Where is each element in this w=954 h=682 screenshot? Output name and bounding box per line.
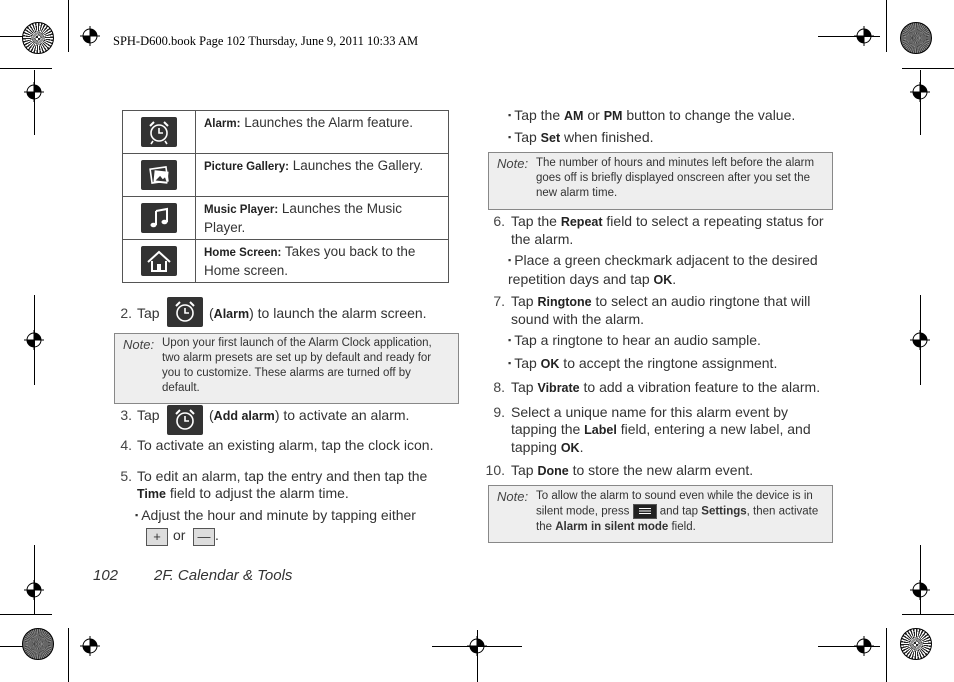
step-number: 8. xyxy=(493,379,505,395)
step-text: To edit an alarm, tap the entry and then tap the Time field to adjust the alarm time. xyxy=(137,468,428,501)
music-note-icon xyxy=(141,203,177,233)
note-box xyxy=(488,485,833,543)
table-label: Music Player: xyxy=(204,204,279,216)
step-number: 2. xyxy=(120,305,132,321)
crop-mark xyxy=(68,0,69,52)
registration-target-icon xyxy=(854,636,874,656)
registration-target-icon xyxy=(854,26,874,46)
section-title: 2F. Calendar & Tools xyxy=(154,567,293,584)
color-rosette-icon xyxy=(22,628,54,660)
table-description: Launches the Gallery. xyxy=(292,158,424,173)
step-text: (Add alarm) to activate an alarm. xyxy=(209,407,410,423)
table-description: Takes you back to the Home screen. xyxy=(204,244,416,278)
step-number: 9. xyxy=(493,404,505,420)
registration-target-icon xyxy=(80,26,100,46)
step-text: To activate an existing alarm, tap the clock icon. xyxy=(137,437,434,453)
note-text: To allow the alarm to sound even while the device is in silent mode, press and tap Settings, then activate the Alarm in silent mode field. xyxy=(536,490,819,533)
bullet-item: ▪ Adjust the hour and minute by tapping either xyxy=(135,507,455,526)
table-row xyxy=(123,240,449,283)
crop-mark xyxy=(34,295,35,385)
note-text: The number of hours and minutes left before the alarm goes off is briefly displayed onscreen after you set the new alarm time. xyxy=(536,157,815,199)
alarm-clock-icon xyxy=(167,405,203,435)
home-icon xyxy=(141,246,177,276)
crop-mark xyxy=(920,545,921,615)
bullet-item: ▪ Tap OK to accept the ringtone assignment. xyxy=(508,355,777,374)
step-number: 7. xyxy=(493,293,505,309)
crop-mark xyxy=(886,0,887,52)
crop-mark xyxy=(920,70,921,135)
alarm-clock-icon xyxy=(141,117,177,147)
page-number: 102 xyxy=(93,567,119,584)
step-text: Tap Vibrate to add a vibration feature to the alarm. xyxy=(511,379,821,395)
step-number: 10. xyxy=(485,462,505,478)
alarm-clock-icon xyxy=(167,297,203,327)
step-text: Tap Done to store the new alarm event. xyxy=(511,462,754,478)
step-text: Tap Ringtone to select an audio ringtone that will sound with the alarm. xyxy=(511,293,811,327)
bullet-item: ▪ Tap the AM or PM button to change the value. xyxy=(508,107,795,126)
note-box xyxy=(114,333,459,404)
registration-target-icon xyxy=(80,636,100,656)
step-text: Select a unique name for this alarm event by tapping the Label field, entering a new label, and tapping OK. xyxy=(511,404,811,455)
step-text: (Alarm) to launch the alarm screen. xyxy=(209,305,427,321)
step-text: Tap the Repeat field to select a repeating status for the alarm. xyxy=(511,213,824,247)
step-text: Tap xyxy=(137,305,160,321)
step-number: 5. xyxy=(120,468,132,484)
crop-mark xyxy=(477,630,478,682)
note-label: Note: xyxy=(497,156,529,171)
plus-key: + xyxy=(146,528,168,546)
color-rosette-icon xyxy=(900,22,932,54)
crop-mark xyxy=(902,614,954,615)
table-label: Home Screen: xyxy=(204,247,282,259)
minus-key: — xyxy=(193,528,215,546)
color-rosette-icon xyxy=(22,22,54,54)
step-number: 3. xyxy=(120,407,132,423)
bullet-text: or xyxy=(173,527,186,543)
table-description: Launches the Music Player. xyxy=(204,201,402,235)
note-box xyxy=(488,152,833,210)
note-label: Note: xyxy=(497,489,529,504)
menu-key-icon xyxy=(633,504,657,519)
color-rosette-icon xyxy=(900,628,932,660)
crop-mark xyxy=(0,614,52,615)
crop-mark xyxy=(0,68,52,69)
table-row xyxy=(123,111,449,154)
note-label: Note: xyxy=(123,337,155,352)
picture-gallery-icon xyxy=(141,160,177,190)
crop-mark xyxy=(34,70,35,135)
crop-mark xyxy=(886,628,887,682)
table-description: Launches the Alarm feature. xyxy=(244,115,414,130)
print-slug: SPH-D600.book Page 102 Thursday, June 9, 2011 10:33 AM xyxy=(113,34,419,48)
bullet-item: ▪ Tap Set when finished. xyxy=(508,129,654,148)
crop-mark xyxy=(34,545,35,615)
crop-mark xyxy=(68,628,69,682)
step-number: 6. xyxy=(493,213,505,229)
table-row xyxy=(123,197,449,240)
bullet-item: ▪ Place a green checkmark adjacent to the desired repetition days and tap OK. xyxy=(508,252,833,289)
note-text: Upon your first launch of the Alarm Clock application, two alarm presets are set up by default and ready for you to customize. These alarms are turned off by default. xyxy=(162,337,432,394)
table-row xyxy=(123,154,449,197)
crop-mark xyxy=(902,68,954,69)
bullet-text: . xyxy=(215,527,219,543)
bullet-item: ▪ Tap a ringtone to hear an audio sample. xyxy=(508,332,761,351)
step-text: Tap xyxy=(137,407,160,423)
step-number: 4. xyxy=(120,437,132,453)
shortcut-icon-table xyxy=(122,110,449,283)
crop-mark xyxy=(920,295,921,385)
table-label: Alarm: xyxy=(204,118,241,130)
table-label: Picture Gallery: xyxy=(204,161,290,173)
